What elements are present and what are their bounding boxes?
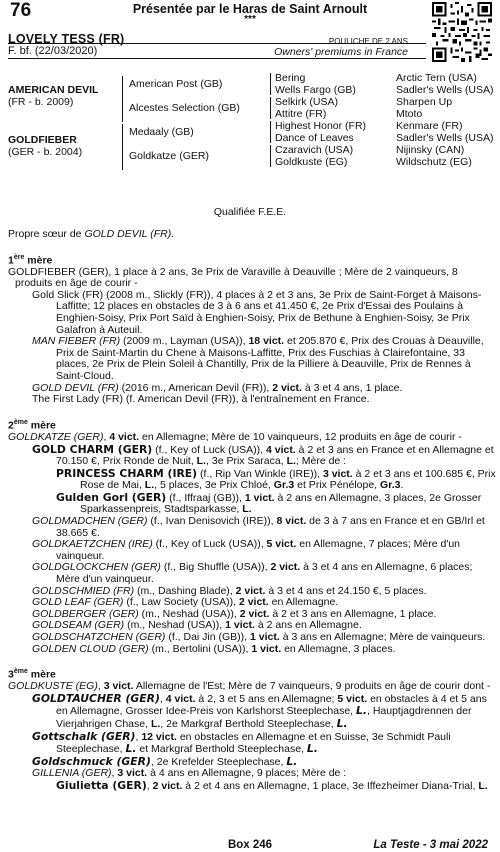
pedigree-gen3: Czaravich (USA) xyxy=(275,144,354,156)
pedigree-bracket xyxy=(270,121,271,143)
pedigree-gen4: Nijinsky (CAN) xyxy=(396,144,465,156)
pedigree-gen4: Sadler's Wells (USA) xyxy=(396,84,494,96)
produce-entry: GOLDEN CLOUD (GER) (m., Bertolini (USA)), 1 vict. en Allemagne, 3 places. xyxy=(32,642,396,655)
pedigree-grandparent: Medaaly (GB) xyxy=(129,126,194,138)
owners-premium: Owners' premiums in France xyxy=(274,46,408,58)
produce-entry: GOLDSEAM (GER) (m., Neshad (USA)), 1 vict. à 2 ans en Allemagne. xyxy=(32,619,362,632)
horse-name: LOVELY TESS (FR) xyxy=(8,32,125,46)
pedigree-bracket xyxy=(270,73,271,95)
box-number: Box 246 xyxy=(227,839,273,851)
qualification-note: Qualifiée F.E.E. xyxy=(213,206,287,218)
family-notes xyxy=(8,229,496,793)
stars-mark: *** xyxy=(244,14,256,25)
qr-code-icon[interactable] xyxy=(432,2,492,62)
produce-entry: Gold Slick (FR) (2008 m., Slickly (FR)), 4 places à 2 et 3 ans, 3e Prix de Saint-Forget à Maisons-Laffitte; 12 places en obstacles de 3 à 6 ans et 41.450 €, 2e Prix d'Essai des Poulains à Enghien-Soisy, Prix Port Saïd à Enghien-Soisy, Prix de Bethune à Enghien-Soisy, 3e Prix Galafron à Auteuil. xyxy=(32,288,482,336)
produce-entry: GOLDMADCHEN (GER) (f., Ivan Denisovich (IRE)), 8 vict. de 3 à 7 ans en France et en GB/Irl et 38.665 €. xyxy=(32,515,485,539)
produce-entry: GOLDBERGER (GER) (m., Neshad (USA)), 2 vict. à 2 et 3 ans en Allemagne, 1 place. xyxy=(32,607,437,620)
first-dam-paragraph: GOLDFIEBER (GER), 1 place à 2 ans, 3e Prix de Varaville à Deauville ; Mère de 2 vainqueurs, 8 produits en âge de courir - xyxy=(8,265,458,290)
second-dam-paragraph: GOLDKATZE (GER), 4 vict. en Allemagne; Mère de 10 vainqueurs, 12 produits en âge de courir - xyxy=(8,430,462,443)
pedigree-gen3: Selkirk (USA) xyxy=(275,96,339,108)
section-first-dam: 1ère mère xyxy=(8,253,53,267)
section-third-dam: 3ème mère xyxy=(8,668,56,681)
pedigree-bracket xyxy=(122,124,123,170)
produce-entry: MAN FIEBER (FR) (2009 m., Layman (USA)), 18 vict. et 205.870 €, Prix des Crouas à Deauville, Prix de Saint-Martin du Chene à Maisons-Laffitte, Prix des Fuschias à Clairefontaine, 33 places, 2e Prix de Plein Soleil à Chantilly, Prix de la Pilliere à Deauville, Prix de Rennes à Saint-Cloud. xyxy=(32,335,484,383)
third-dam-paragraph: GOLDKUSTE (EG), 3 vict. Allemagne de l'Est; Mère de 7 vainqueurs, 9 produits en âge de courir dont - xyxy=(8,680,491,693)
produce-entry: GILLENIA (GER), 3 vict. à 4 ans en Allemagne, 9 places; Mère de : xyxy=(32,767,347,780)
produce-entry: PRINCESS CHARM (IRE) (f., Rip Van Winkle (IRE)), 3 vict. à 2 et 3 ans et 100.685 €, Prix Rose de Mai, L., 5 places, 3e Prix Chloé, Gr.3 et Prix Pénélope, Gr.3. xyxy=(56,466,496,492)
produce-entry: Goldschmuck (GER), 2e Krefelder Steeplechase, L. xyxy=(32,754,298,768)
pedigree-bracket xyxy=(270,145,271,167)
horse-details: F. bf. (22/03/2020) xyxy=(8,45,98,57)
sister-note xyxy=(8,229,496,241)
pedigree-gen3: Attitre (FR) xyxy=(275,108,327,120)
pedigree-grandparent: Goldkatze (GER) xyxy=(129,150,209,162)
produce-entry: GOLDSCHMIED (FR) (m., Dashing Blade), 2 vict. à 3 et 4 ans et 24.150 €, 5 places. xyxy=(32,584,427,597)
pedigree-grandparent: American Post (GB) xyxy=(129,78,223,90)
pedigree-bracket xyxy=(270,97,271,119)
dam-name: GOLDFIEBER xyxy=(8,134,77,146)
pedigree-gen4: Wildschutz (EG) xyxy=(396,156,472,168)
pedigree-gen3: Goldkuste (EG) xyxy=(275,156,348,168)
section-second-dam: 2ème mère xyxy=(8,418,56,432)
horse-sex-age: POULICHE DE 2 ANS xyxy=(328,37,408,46)
produce-entry: The First Lady (FR) (f. American Devil (FR)), à l'entraînement en France. xyxy=(32,393,370,406)
produce-entry: Gottschalk (GER), 12 vict. en obstacles en Allemagne et en Suisse, 3e Schmidt Pauli Steeplechase, L. et Markgraf Berthold Steeplechase, L. xyxy=(32,729,451,756)
produce-entry: GOLDGLOCKCHEN (GER) (f., Big Shuffle (USA)), 2 vict. à 3 et 4 ans en Allemagne, 6 places; Mère d'un vainqueur. xyxy=(32,561,473,586)
sister-note-name: GOLD DEVIL (FR). xyxy=(84,228,175,240)
pedigree-grandparent: Alcestes Selection (GB) xyxy=(129,102,240,114)
pedigree-gen4: Sharpen Up xyxy=(396,96,453,108)
pedigree-gen4: Kenmare (FR) xyxy=(396,120,463,132)
pedigree-gen4: Sadler's Wells (USA) xyxy=(396,132,494,144)
sister-note-prefix: Propre sœur de xyxy=(8,228,85,240)
produce-entry: GOLDTAUCHER (GER), 4 vict. à 2, 3 et 5 ans en Allemagne; 5 vict. en obstacles à 4 et 5 ans en Allemagne, Grosser Idee-Preis von Karlshorst Steeplechase, L., Hauptjagdrennen der Vierjahrigen Chase, L., 2e Markgraf Berthold Steeplechase, L. xyxy=(32,691,487,731)
produce-entry: GOLD DEVIL (FR) (2016 m., American Devil (FR)), 2 vict. à 3 et 4 ans, 1 place. xyxy=(32,381,403,394)
produce-entry: GOLDSCHATZCHEN (GER) (f., Dai Jin (GB)), 1 vict. à 3 ans en Allemagne; Mère de vainqueurs. xyxy=(32,631,486,643)
sire-name: AMERICAN DEVIL xyxy=(8,84,99,96)
produce-entry: Giulietta (GER), 2 vict. à 2 et 4 ans en Allemagne, 1 place, 3e Iffezheimer Diana-Trial, L. xyxy=(56,779,488,793)
pedigree-gen3: Dance of Leaves xyxy=(275,132,354,144)
sale-date: La Teste - 3 mai 2022 xyxy=(373,839,488,851)
produce-entry: Gulden Gorl (GER) (f., Iffraaj (GB)), 1 vict. à 2 ans en Allemagne, 3 places, 2e Grosser Sparkassenpreis, Stadtsparkasse, L. xyxy=(56,490,482,516)
header-divider-bottom xyxy=(8,58,426,59)
lot-number: 76 xyxy=(10,0,32,21)
pedigree-bracket xyxy=(122,76,123,122)
pedigree-gen3: Bering xyxy=(275,72,306,84)
dam-info: (GER - b. 2004) xyxy=(8,146,83,158)
sire-info: (FR - b. 2009) xyxy=(8,96,74,108)
pedigree-gen4: Arctic Tern (USA) xyxy=(396,72,477,84)
presenter-title: Présentée par le Haras de Saint Arnoult xyxy=(132,2,368,16)
produce-entry: GOLDKAETZCHEN (IRE) (f., Key of Luck (USA)), 5 vict. en Allemagne, 7 places; Mère d'un vainqueur. xyxy=(32,538,461,562)
produce-entry: GOLD LEAF (GER) (f., Law Society (USA)), 2 vict. en Allemagne. xyxy=(32,596,339,609)
pedigree-gen3: Wells Fargo (GB) xyxy=(275,84,356,96)
pedigree-gen3: Highest Honor (FR) xyxy=(275,120,367,132)
pedigree-gen4: Mtoto xyxy=(396,108,423,120)
produce-entry: GOLD CHARM (GER) (f., Key of Luck (USA)), 4 vict. à 2 et 3 ans en France et en Allemagne et 70.150 €, Prix Ronde de Nuit, L., 3e Prix Saraca, L.; Mère de : xyxy=(32,442,494,468)
